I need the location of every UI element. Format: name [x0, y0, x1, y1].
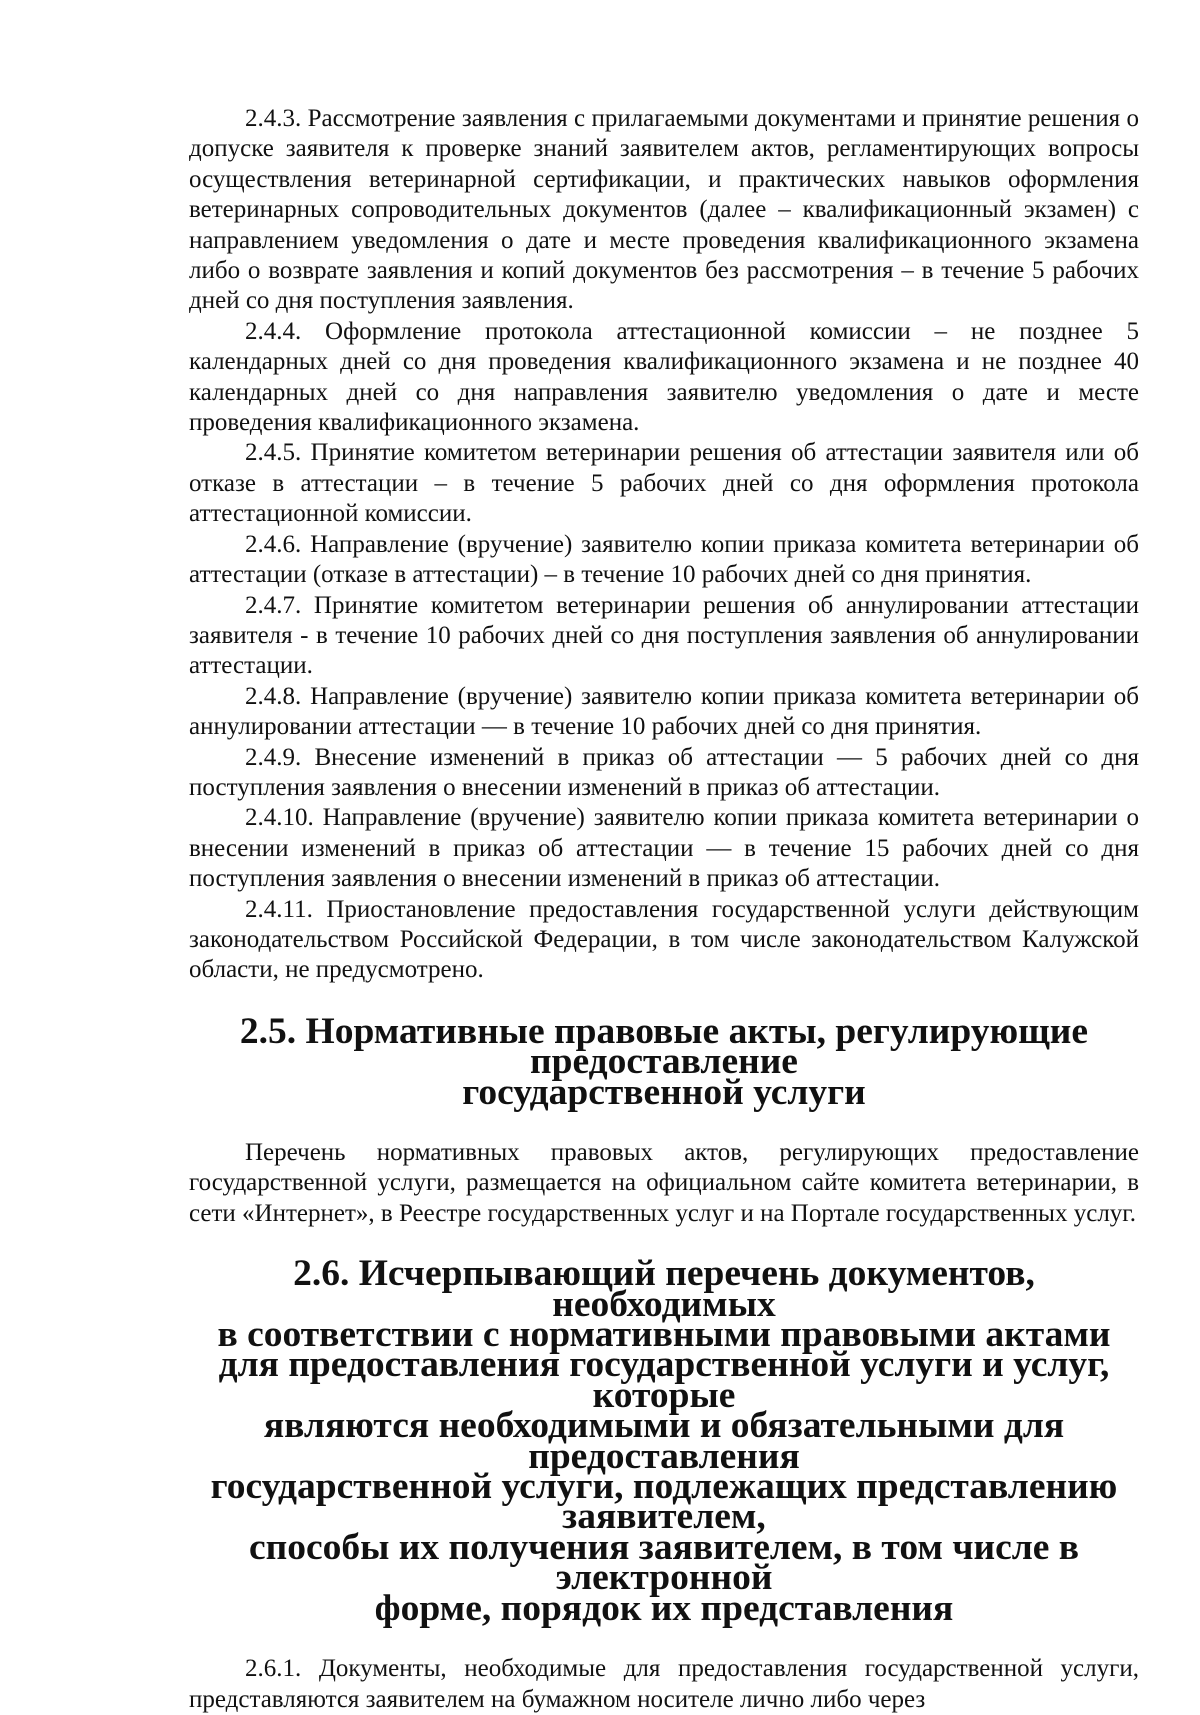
paragraph-2-4-11: 2.4.11. Приостановление предоставления государственной услуги действующим законодательством Российской Федерации, в том числе законодательством Калужской области, не предусмотрено. [189, 895, 1139, 984]
paragraph-2-6-1: 2.6.1. Документы, необходимые для предоставления государственной услуги, представляются заявителем на бумажном носителе лично либо через [189, 1655, 1139, 1713]
document-page [189, 104, 1139, 1715]
paragraph-2-4-8: 2.4.8. Направление (вручение) заявителю копии приказа комитета ветеринарии об аннулировании аттестации — в течение 10 рабочих дней со дня принятия. [189, 682, 1139, 741]
section-heading-2-6: 2.6. Исчерпывающий перечень документов, необходимых в соответствии с нормативными правовыми актами для предоставления государственной услуги и услуг, которые являются необходимыми и обязательными для предоставления государственной услуги, подлежащих представлению заявителем, способы их получения заявителем, в том числе в электронной форме, порядок их представления [210, 1253, 1118, 1629]
paragraph-2-4-7: 2.4.7. Принятие комитетом ветеринарии решения об аннулировании аттестации заявителя - в течение 10 рабочих дней со дня поступления заявления об аннулировании аттестации. [189, 591, 1139, 680]
paragraph-2-4-9: 2.4.9. Внесение изменений в приказ об аттестации — 5 рабочих дней со дня поступления заявления о внесении изменений в приказ об аттестации. [189, 743, 1139, 801]
section-heading-2-5: 2.5. Нормативные правовые акты, регулирующие предоставление государственной услуги [239, 1010, 1089, 1113]
paragraph-2-5: Перечень нормативных правовых актов, регулирующих предоставление государственной услуги, размещается на официальном сайте комитета ветеринарии, в сети «Интернет», в Реестре государственных услуг и на Портале государственных услуг. [189, 1139, 1139, 1227]
paragraph-2-4-6: 2.4.6. Направление (вручение) заявителю копии приказа комитета ветеринарии об аттестации (отказе в аттестации) – в течение 10 рабочих дней со дня принятия. [189, 530, 1139, 589]
paragraph-2-4-10: 2.4.10. Направление (вручение) заявителю копии приказа комитета ветеринарии о внесении изменений в приказ об аттестации — в течение 15 рабочих дней со дня поступления заявления о внесении изменений в приказ об аттестации. [189, 804, 1139, 893]
paragraph-2-4-3: 2.4.3. Рассмотрение заявления с прилагаемыми документами и принятие решения о допуске заявителя к проверке знаний заявителем актов, регламентирующих вопросы осуществления ветеринарной сертификации, и практических навыков оформления ветеринарных сопроводительных документов (далее – квалификационный экзамен) с направлением уведомления о дате и месте проведения квалификационного экзамена либо о возврате заявления и копий документов без рассмотрения – в течение 5 рабочих дней со дня поступления заявления. [189, 105, 1139, 315]
paragraph-2-4-5: 2.4.5. Принятие комитетом ветеринарии решения об аттестации заявителя или об отказе в аттестации – в течение 5 рабочих дней со дня оформления протокола аттестационной комиссии. [189, 439, 1139, 528]
paragraph-2-4-4: 2.4.4. Оформление протокола аттестационной комиссии – не позднее 5 календарных дней со дня проведения квалификационного экзамена и не позднее 40 календарных дней со дня направления заявителю уведомления о дате и месте проведения квалификационного экзамена. [189, 317, 1139, 437]
